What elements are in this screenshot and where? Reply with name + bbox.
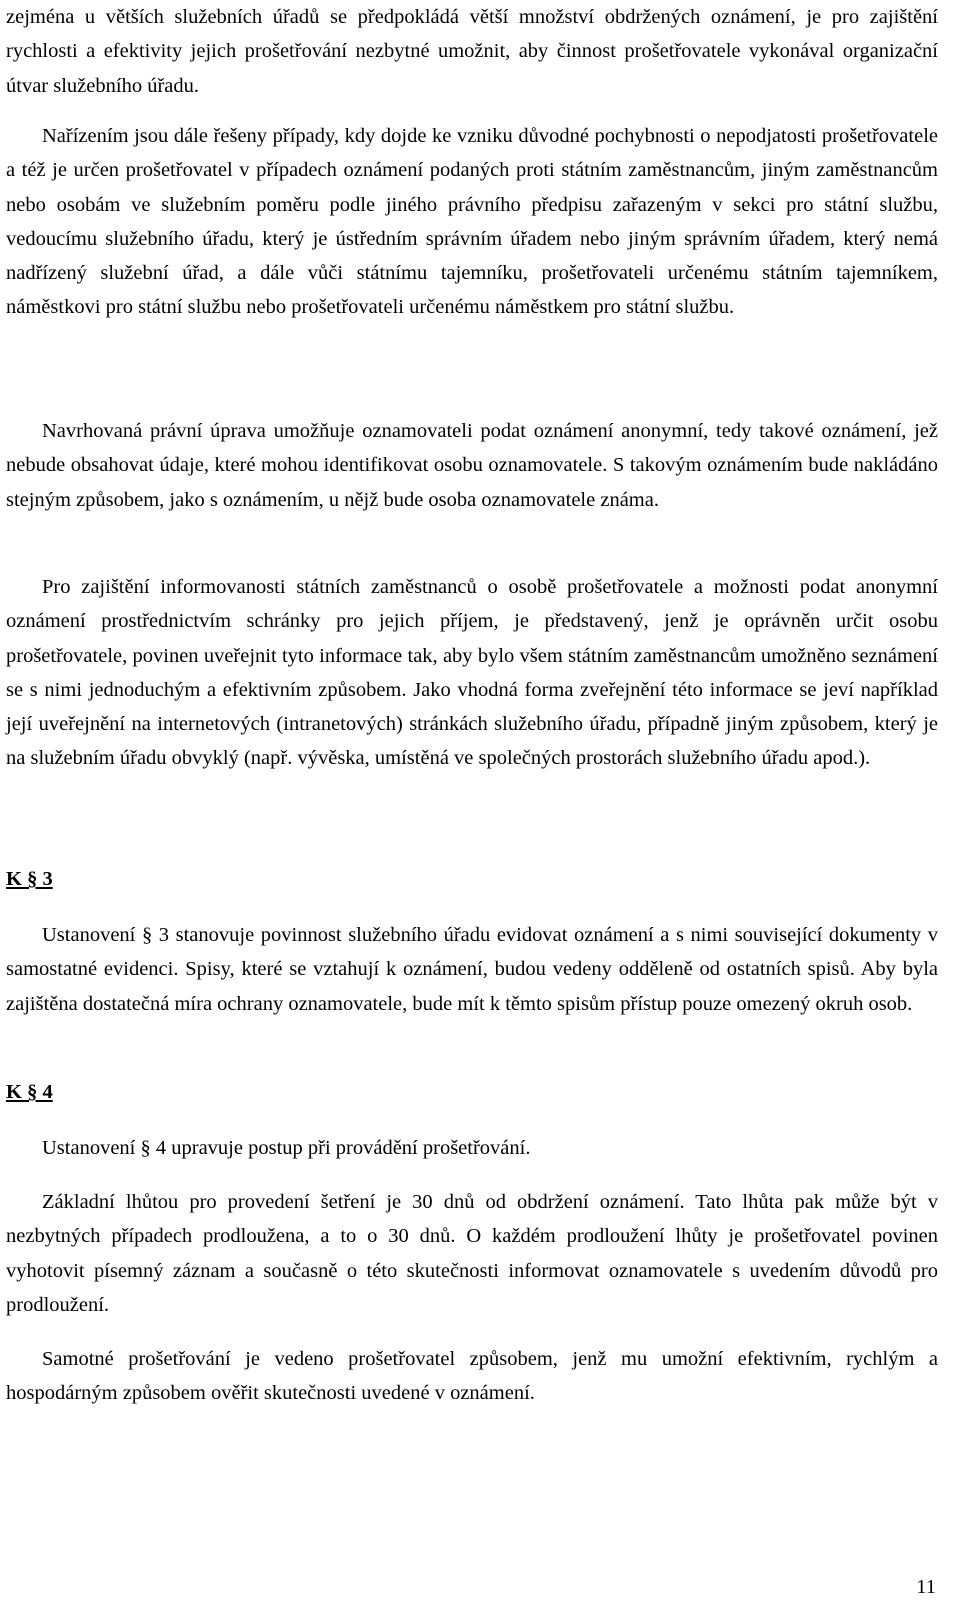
paragraph-section-3: Ustanovení § 3 stanovuje povinnost služebního úřadu evidovat oznámení a s nimi související dokumenty v samostatné evidenci. Spisy, které se vztahují k oznámení, budou vedeny odděleně od ostatních spisů. Aby byla zajištěna dostatečná míra ochrany oznamovatele, bude mít k těmto spisům přístup pouze omezený okruh osob.: [6, 924, 938, 1015]
section-heading-4: K § 4: [6, 1081, 53, 1103]
paragraph-recusal: Nařízením jsou dále řešeny případy, kdy dojde ke vzniku důvodné pochybnosti o nepodjatosti prošetřovatele a též je určen prošetřovatel v případech oznámení podaných proti státním zaměstnancům, jiným zaměstnancům nebo osobám ve služebním poměru podle jiného právního předpisu zařazeným v sekci pro státní službu, vedoucímu služebního úřadu, který je ústředním správním úřadem nebo jiným správním úřadem, který nemá nadřízený služební úřad, a dále vůči státnímu tajemníku, prošetřovateli určenému státním tajemníkem, náměstkovi pro státní službu nebo prošetřovateli určenému náměstkem pro státní službu.: [6, 125, 938, 319]
page-number: 11: [916, 1576, 936, 1598]
paragraph-section-4-intro: Ustanovení § 4 upravuje postup při provádění prošetřování.: [42, 1137, 531, 1159]
paragraph-information: Pro zajištění informovanosti státních zaměstnanců o osobě prošetřovatele a možnosti podat anonymní oznámení prostřednictvím schránky pro jejich příjem, je představený, jenž je oprávněn určit osobu prošetřovatele, povinen uveřejnit tyto informace tak, aby bylo všem státním zaměstnancům umožněno seznámení se s nimi jednoduchým a efektivním způsobem. Jako vhodná forma zveřejnění této informace se jeví například její uveřejnění na internetových (intranetových) stránkách služebního úřadu, případně jiným způsobem, který je na služebním úřadu obvyklý (např. vývěska, umístěná ve společných prostorách služebního úřadu apod.).: [6, 576, 938, 770]
paragraph-section-4-deadline: Základní lhůtou pro provedení šetření je 30 dnů od obdržení oznámení. Tato lhůta pak může být v nezbytných případech prodloužena, a to o 30 dnů. O každém prodloužení lhůty je prošetřovatel povinen vyhotovit písemný záznam a současně o této skutečnosti informovat oznamovatele s uvedením důvodů pro prodloužení.: [6, 1191, 938, 1316]
paragraph-section-4-procedure: Samotné prošetřování je vedeno prošetřovatel způsobem, jenž mu umožní efektivním, rychlým a hospodárným způsobem ověřit skutečnosti uvedené v oznámení.: [6, 1348, 938, 1405]
paragraph-anonymous-report: Navrhovaná právní úprava umožňuje oznamovateli podat oznámení anonymní, tedy takové oznámení, jež nebude obsahovat údaje, které mohou identifikovat osobu oznamovatele. S takovým oznámením bude nakládáno stejným způsobem, jako s oznámením, u nějž bude osoba oznamovatele známa.: [6, 420, 938, 511]
paragraph-continuation: zejména u větších služebních úřadů se předpokládá větší množství obdržených oznámení, je pro zajištění rychlosti a efektivity jejich prošetřování nezbytné umožnit, aby činnost prošetřovatele vykonával organizační útvar služebního úřadu.: [6, 6, 938, 97]
section-heading-3: K § 3: [6, 868, 53, 890]
